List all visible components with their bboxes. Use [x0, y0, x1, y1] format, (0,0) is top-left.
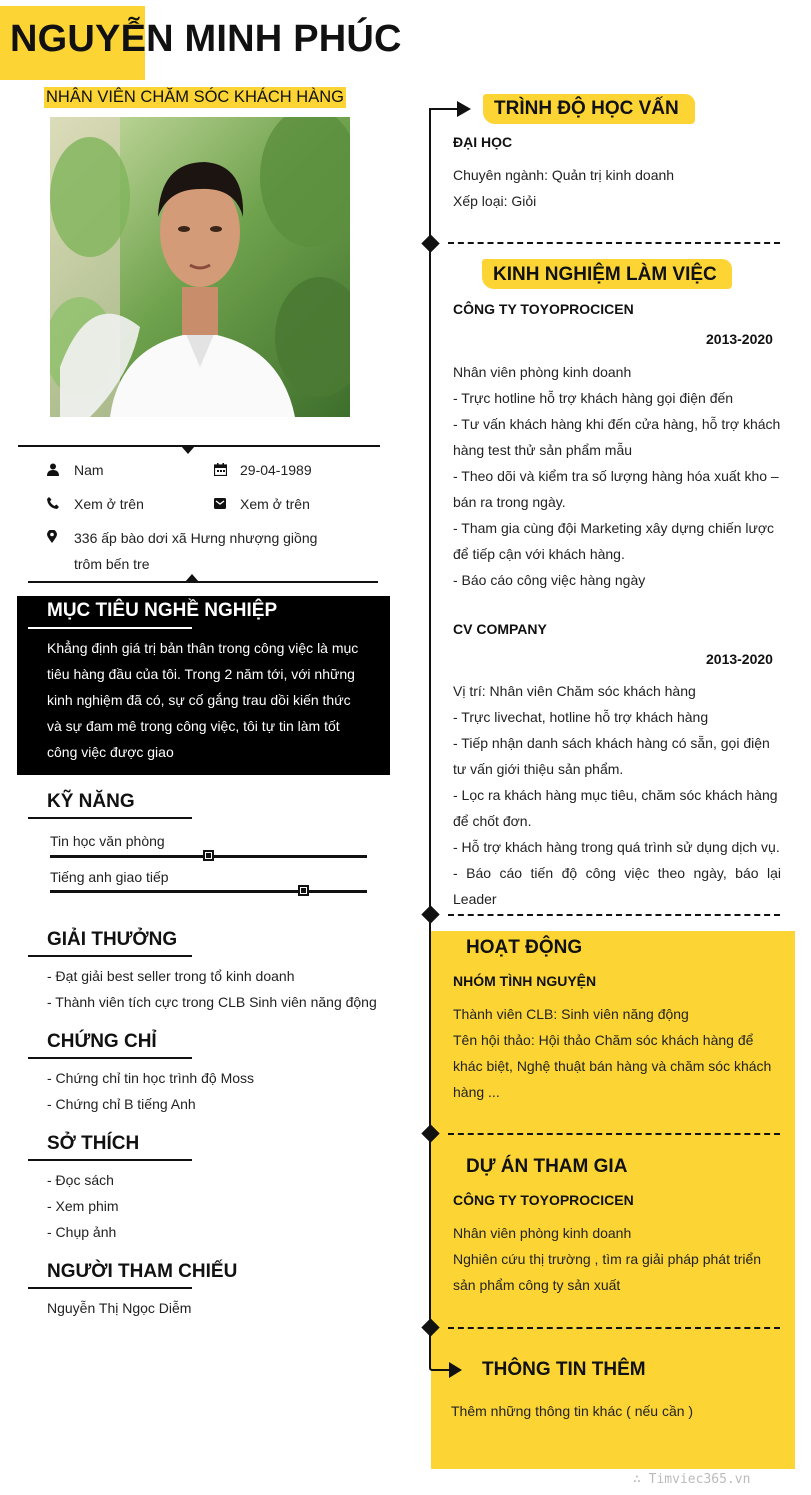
award-item: - Đạt giải best seller trong tổ kinh doanh: [47, 968, 295, 984]
user-icon: [46, 462, 60, 476]
job-line: - Báo cáo tiến độ công việc theo ngày, báo lại Leader: [453, 865, 781, 907]
gender-value: Nam: [74, 462, 104, 478]
phone-icon: [46, 496, 60, 510]
skill-level-marker: [298, 885, 309, 896]
job-line: hàng test thử sản phẩm mẫu: [453, 442, 633, 458]
certificates-underline: [28, 1057, 192, 1059]
projects-description: [453, 1220, 781, 1298]
skills-title: KỸ NĂNG: [47, 791, 135, 812]
job-line: - Lọc ra khách hàng mục tiêu, chăm sóc khách hàng: [453, 787, 778, 803]
job-line: để chốt đơn.: [453, 813, 532, 829]
objective-line: Khẳng định giá trị bản thân trong công việc là mục: [47, 640, 359, 656]
job-company: CV COMPANY: [453, 621, 547, 637]
education-line: Xếp loại: Giỏi: [453, 193, 537, 209]
education-school: ĐẠI HỌC: [453, 134, 513, 150]
info-top-divider-marker: [181, 446, 195, 454]
section-dashed-divider: [448, 242, 780, 244]
activities-title: HOẠT ĐỘNG: [466, 937, 583, 958]
address-line-2: trôm bến tre: [74, 556, 150, 572]
skill-name: Tin học văn phòng: [50, 833, 165, 849]
hobby-item: - Xem phim: [47, 1198, 119, 1214]
activities-description: [453, 1001, 781, 1105]
activities-org: NHÓM TÌNH NGUYỆN: [453, 973, 597, 989]
phone-value: Xem ở trên: [74, 496, 144, 512]
job-line: Nhân viên phòng kinh doanh: [453, 364, 632, 380]
activities-line: Thành viên CLB: Sinh viên năng động: [453, 1006, 689, 1022]
section-dashed-divider: [448, 914, 780, 916]
job-line: - Tiếp nhận danh sách khách hàng có sẵn, gọi điện: [453, 735, 770, 751]
watermark-text: Timviec365.vn: [648, 1472, 751, 1487]
birthday-value: 29-04-1989: [240, 462, 312, 478]
education-line: Chuyên ngành: Quản trị kinh doanh: [453, 167, 675, 183]
projects-title: DỰ ÁN THAM GIA: [466, 1156, 628, 1177]
job-line: - Theo dõi và kiểm tra số lượng hàng hóa xuất kho –: [453, 468, 779, 484]
timeline-node: [421, 234, 439, 252]
watermark-logo-icon: ∴: [633, 1472, 641, 1487]
hobby-item: - Chụp ảnh: [47, 1224, 117, 1240]
timeline-end-arrow-icon: [429, 1350, 465, 1387]
section-dashed-divider: [448, 1327, 780, 1329]
full-name: NGUYỄN MINH PHÚC: [10, 18, 402, 60]
calendar-icon: [213, 462, 227, 476]
job-description: [453, 359, 781, 593]
job-line: để tiếp cận với khách hàng.: [453, 546, 625, 562]
map-pin-icon: [45, 529, 59, 543]
additional-text: Thêm những thông tin khác ( nếu cần ): [451, 1403, 694, 1419]
profile-photo-illustration: [50, 117, 350, 417]
activities-line: khác biệt, Nghệ thuật bán hàng và chăm sóc khách: [453, 1058, 772, 1074]
watermark: [633, 1472, 750, 1487]
certificate-item: - Chứng chỉ B tiếng Anh: [47, 1096, 196, 1112]
job-line: Vị trí: Nhân viên Chăm sóc khách hàng: [453, 683, 696, 699]
projects-line: sản phẩm công ty sản xuất: [453, 1277, 621, 1293]
activities-line: Tên hội thảo: Hội thảo Chăm sóc khách hàng để: [453, 1032, 754, 1048]
job-period: 2013-2020: [706, 651, 773, 667]
hobbies-title: SỞ THÍCH: [47, 1133, 140, 1154]
projects-line: Nhân viên phòng kinh doanh: [453, 1225, 632, 1241]
objective-underline: [28, 627, 192, 629]
job-line: - Tham gia cùng đội Marketing xây dựng chiến lược: [453, 520, 775, 536]
job-line: - Trực hotline hỗ trợ khách hàng gọi điện đến: [453, 390, 734, 406]
activities-line: hàng ...: [453, 1084, 500, 1100]
skill-bar: [50, 890, 367, 893]
email-value: Xem ở trên: [240, 496, 310, 512]
profile-photo: [50, 117, 350, 417]
hobbies-underline: [28, 1159, 192, 1161]
references-title: NGƯỜI THAM CHIẾU: [47, 1261, 238, 1282]
education-title: TRÌNH ĐỘ HỌC VẤN: [494, 98, 679, 119]
objective-line: và sự đam mê trong công việc, tôi tự tin làm tốt: [47, 718, 340, 734]
job-line: bán ra trong ngày.: [453, 494, 566, 510]
address-line-1: 336 ấp bào dơi xã Hưng nhượng giồng: [74, 530, 318, 546]
skill-level-marker: [203, 850, 214, 861]
awards-title: GIẢI THƯỞNG: [47, 929, 178, 950]
skills-underline: [28, 817, 192, 819]
objective-line: tiêu hàng đầu của tôi. Trong 2 năm tới, với những: [47, 666, 355, 682]
job-line: - Hỗ trợ khách hàng trong quá trình sử dụng dịch vụ.: [453, 839, 780, 855]
timeline-node: [421, 905, 439, 923]
hobby-item: - Đọc sách: [47, 1172, 114, 1188]
info-top-divider: [18, 445, 380, 447]
objective-title: MỤC TIÊU NGHỀ NGHIỆP: [47, 600, 278, 621]
award-item: - Thành viên tích cực trong CLB Sinh viên năng động: [47, 994, 377, 1010]
awards-underline: [28, 955, 192, 957]
reference-item: Nguyễn Thị Ngọc Diễm: [47, 1300, 192, 1316]
job-company: CÔNG TY TOYOPROCICEN: [453, 301, 634, 317]
references-underline: [28, 1287, 192, 1289]
envelope-icon: [213, 496, 227, 510]
experience-title: KINH NGHIỆM LÀM VIỆC: [493, 264, 717, 285]
timeline-line: [429, 108, 431, 1358]
projects-line: Nghiên cứu thị trường , tìm ra giải pháp phát triển: [453, 1251, 762, 1267]
objective-line: kinh nghiệm đã có, sự cố gắng trau dồi kiến thức: [47, 692, 351, 708]
job-line: - Trực livechat, hotline hỗ trợ khách hàng: [453, 709, 709, 725]
objective-text: [47, 635, 359, 765]
skill-name: Tiếng anh giao tiếp: [50, 869, 169, 885]
certificate-item: - Chứng chỉ tin học trình độ Moss: [47, 1070, 255, 1086]
job-title: NHÂN VIÊN CHĂM SÓC KHÁCH HÀNG: [46, 88, 344, 106]
info-bottom-divider: [28, 581, 378, 583]
certificates-title: CHỨNG CHỈ: [47, 1031, 157, 1052]
job-line: - Báo cáo công việc hàng ngày: [453, 572, 646, 588]
job-description: [453, 678, 781, 912]
additional-title: THÔNG TIN THÊM: [482, 1359, 646, 1380]
projects-org: CÔNG TY TOYOPROCICEN: [453, 1192, 634, 1208]
section-dashed-divider: [448, 1133, 780, 1135]
job-line: - Tư vấn khách hàng khi đến cửa hàng, hỗ trợ khách: [453, 416, 781, 432]
timeline-start-arrow-icon: [429, 100, 473, 125]
job-line: tư vấn giới thiệu sản phẩm.: [453, 761, 624, 777]
job-period: 2013-2020: [706, 331, 773, 347]
info-bottom-divider-marker: [185, 574, 199, 582]
objective-line: công việc được giao: [47, 744, 174, 760]
